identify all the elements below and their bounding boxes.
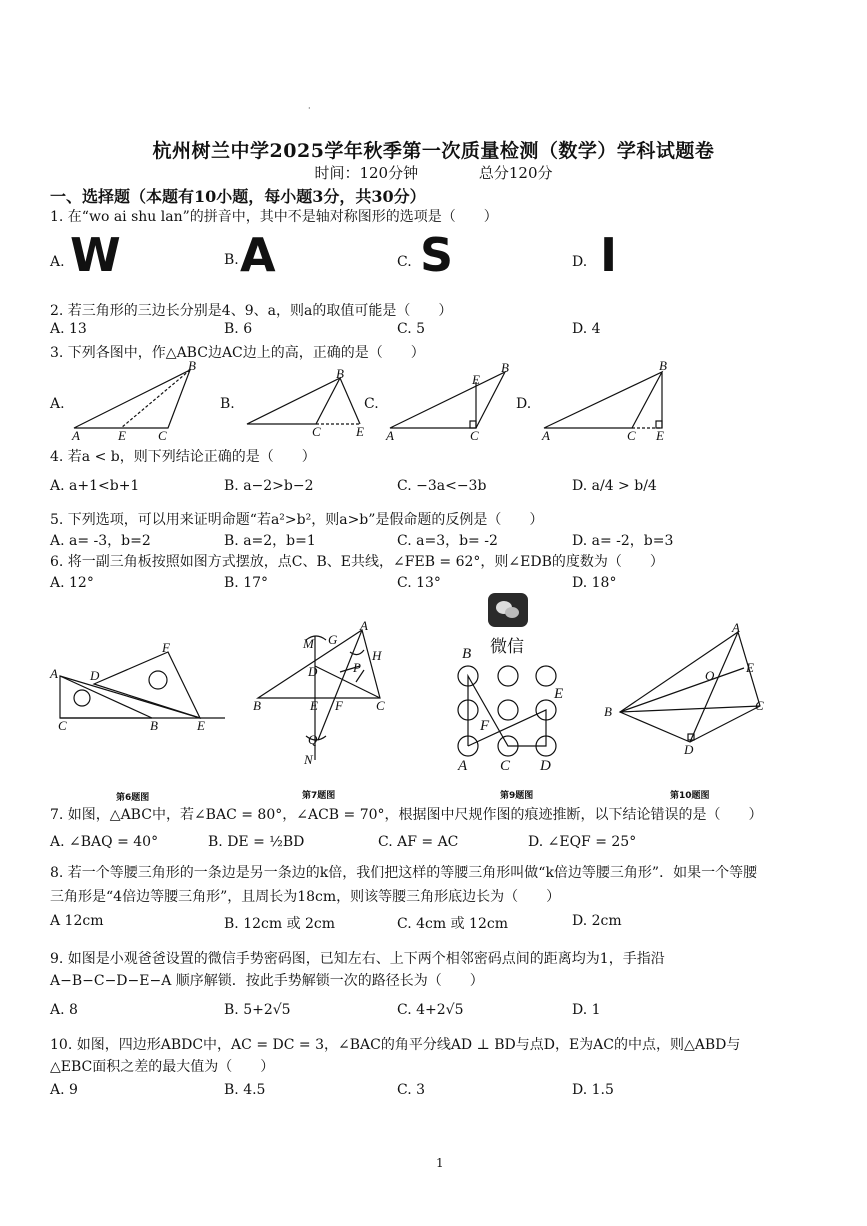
fig10-label-o: O	[705, 668, 715, 683]
q3c-label-b: B	[501, 360, 509, 375]
q2-option-c: C. 5	[397, 321, 426, 337]
q9-option-b: B. 5+2√5	[224, 1002, 291, 1018]
q6-option-b: B. 17°	[224, 575, 269, 591]
wechat-label: 微信	[490, 637, 524, 657]
fig7-label-f: F	[335, 698, 343, 713]
q6-option-d: D. 18°	[572, 575, 617, 591]
q3b-label-c: C	[312, 424, 321, 439]
q7-option-c: C. AF = AC	[378, 834, 459, 850]
fig10-label-e: E	[746, 660, 754, 675]
q3a-label-a: A	[72, 428, 80, 443]
q2-option-a: A. 13	[50, 321, 87, 337]
q1-letter-i: I	[600, 228, 618, 282]
fig7-label-p: P	[353, 660, 361, 675]
page-number: 1	[436, 1156, 444, 1170]
page-title: 杭州树兰中学2025学年秋季第一次质量检测（数学）学科试题卷	[152, 140, 715, 162]
q3a-label-e: E	[118, 428, 126, 443]
question-6-stem: 6. 将一副三角板按照如图方式摆放，点C、B、E共线，∠FEB = 62°，则∠EDB的度数为（ ）	[50, 554, 664, 570]
fig7-label-m: M	[303, 636, 314, 651]
question-8-stem-line2: 三角形是“4倍边等腰三角形”，且周长为18cm，则该等腰三角形底边长为（ ）	[50, 889, 561, 905]
fig7-label-b: B	[253, 698, 261, 713]
fig9-label-b: B	[462, 646, 472, 662]
q3-label-c: C.	[364, 396, 379, 412]
q8-option-d: D. 2cm	[572, 913, 622, 929]
q10-option-b: B. 4.5	[224, 1082, 266, 1098]
section-heading: 一、选择题（本题有10小题，每小题3分，共30分）	[50, 187, 426, 206]
q8-option-c: C. 4cm 或 12cm	[397, 916, 508, 932]
fig7-label-e: E	[310, 698, 318, 713]
q1-letter-a: A	[240, 228, 276, 282]
question-4-stem: 4. 若a < b，则下列结论正确的是（ ）	[50, 449, 316, 465]
fig7-label-c: C	[376, 698, 385, 713]
q3c-label-a: A	[386, 428, 394, 443]
exam-score: 总分120分	[478, 164, 553, 182]
question-8-stem-line1: 8. 若一个等腰三角形的一条边是另一条边的k倍，我们把这样的等腰三角形叫做“k倍边等腰三角形”．如果一个等腰	[50, 865, 758, 881]
q9-option-a: A. 8	[50, 1002, 78, 1018]
q4-option-a: A. a+1<b+1	[50, 478, 140, 494]
q3c-label-e: E	[472, 372, 480, 387]
fig7-label-a: A	[360, 618, 368, 633]
q8-option-b: B. 12cm 或 2cm	[224, 916, 336, 932]
question-9-stem-line1: 9. 如图是小观爸爸设置的微信手势密码图，已知左右、上下两个相邻密码点间的距离均为1，手指沿	[50, 951, 665, 967]
q4-option-c: C. −3a<−3b	[397, 478, 487, 494]
q2-option-b: B. 6	[224, 321, 253, 337]
caption-fig6: 第6题图	[116, 793, 150, 803]
q1-label-d: D.	[572, 254, 588, 270]
fig9-label-d: D	[540, 758, 551, 774]
caption-fig9: 第9题图	[500, 791, 534, 801]
fig6-label-b: B	[150, 718, 158, 733]
q10-option-d: D. 1.5	[572, 1082, 614, 1098]
fig6-label-e: E	[197, 718, 205, 733]
fig10-label-d: D	[684, 742, 694, 757]
fig7-label-d: D	[308, 664, 318, 679]
fig10-label-c: C	[755, 698, 764, 713]
fig6-label-d: D	[90, 668, 100, 683]
q3-label-d: D.	[516, 396, 532, 412]
q3d-label-a: A	[542, 428, 550, 443]
fig7-label-g: G	[328, 632, 338, 647]
q9-option-d: D. 1	[572, 1002, 601, 1018]
q7-option-d: D. ∠EQF = 25°	[528, 834, 637, 850]
question-10-stem-line1: 10. 如图，四边形ABDC中，AC = DC = 3，∠BAC的角平分线AD ⊥ BD与点D，E为AC的中点，则△ABD与	[50, 1037, 741, 1053]
q10-option-a: A. 9	[50, 1082, 78, 1098]
exam-time: 时间：120分钟	[314, 164, 419, 182]
stray-mark: ·	[308, 104, 311, 113]
caption-fig7: 第7题图	[302, 791, 336, 801]
caption-fig10: 第10题图	[670, 791, 710, 801]
fig7-label-h: H	[372, 648, 382, 663]
q3a-label-b: B	[188, 358, 196, 373]
q5-option-c: C. a=3，b= -2	[397, 533, 498, 549]
q3d-label-e: E	[656, 428, 664, 443]
q1-letter-s: S	[420, 228, 454, 282]
q3b-label-b: B	[336, 366, 344, 381]
fig10-label-a: A	[732, 620, 740, 635]
q3d-label-c: C	[627, 428, 636, 443]
fig7-label-q: Q	[308, 732, 318, 747]
q6-option-a: A. 12°	[50, 575, 94, 591]
q7-option-a: A. ∠BAQ = 40°	[50, 834, 159, 850]
q4-option-b: B. a−2>b−2	[224, 478, 314, 494]
q3b-label-e: E	[356, 424, 364, 439]
q10-option-c: C. 3	[397, 1082, 426, 1098]
q1-label-b: B.	[224, 252, 239, 268]
question-5-stem: 5. 下列选项，可以用来证明命题“若a²>b²，则a>b”是假命题的反例是（ ）	[50, 512, 544, 528]
fig9-label-c: C	[500, 758, 511, 774]
fig10-label-b: B	[604, 704, 612, 719]
question-3-stem: 3. 下列各图中，作△ABC边AC边上的高，正确的是（ ）	[50, 345, 425, 361]
q5-option-a: A. a= -3，b=2	[50, 533, 151, 549]
q8-option-a: A 12cm	[50, 913, 104, 929]
q1-label-a: A.	[50, 254, 65, 270]
q2-option-d: D. 4	[572, 321, 601, 337]
question-1-stem: 1. 在“wo ai shu lan”的拼音中，其中不是轴对称图形的选项是（ ）	[50, 209, 498, 225]
q3c-label-c: C	[470, 428, 479, 443]
q7-option-b: B. DE = ½BD	[208, 834, 305, 850]
fig9-label-e: E	[554, 686, 564, 702]
fig6-label-a: A	[50, 666, 58, 681]
fig7-label-n: N	[304, 752, 313, 767]
q3-label-b: B.	[220, 396, 235, 412]
q1-letter-w: W	[70, 228, 121, 282]
q6-option-c: C. 13°	[397, 575, 441, 591]
q5-option-d: D. a= -2，b=3	[572, 533, 674, 549]
q9-option-c: C. 4+2√5	[397, 1002, 464, 1018]
q4-option-d: D. a/4 > b/4	[572, 478, 657, 494]
q3-label-a: A.	[50, 396, 65, 412]
q5-option-b: B. a=2，b=1	[224, 533, 316, 549]
question-9-stem-line2: A−B−C−D−E−A 顺序解锁．按此手势解锁一次的路径长为（ ）	[50, 973, 484, 989]
q3a-label-c: C	[158, 428, 167, 443]
question-7-stem: 7. 如图，△ABC中，若∠BAC = 80°，∠ACB = 70°，根据图中尺规作图的痕迹推断，以下结论错误的是（ ）	[50, 807, 763, 823]
q3d-label-b: B	[659, 358, 667, 373]
fig6-label-f: F	[162, 640, 170, 655]
fig9-label-f: F	[480, 718, 490, 734]
q1-label-c: C.	[397, 254, 412, 270]
fig9-label-a: A	[458, 758, 468, 774]
question-10-stem-line2: △EBC面积之差的最大值为（ ）	[50, 1059, 275, 1075]
question-2-stem: 2. 若三角形的三边长分别是4、9、a，则a的取值可能是（ ）	[50, 303, 453, 319]
fig6-label-c: C	[58, 718, 67, 733]
